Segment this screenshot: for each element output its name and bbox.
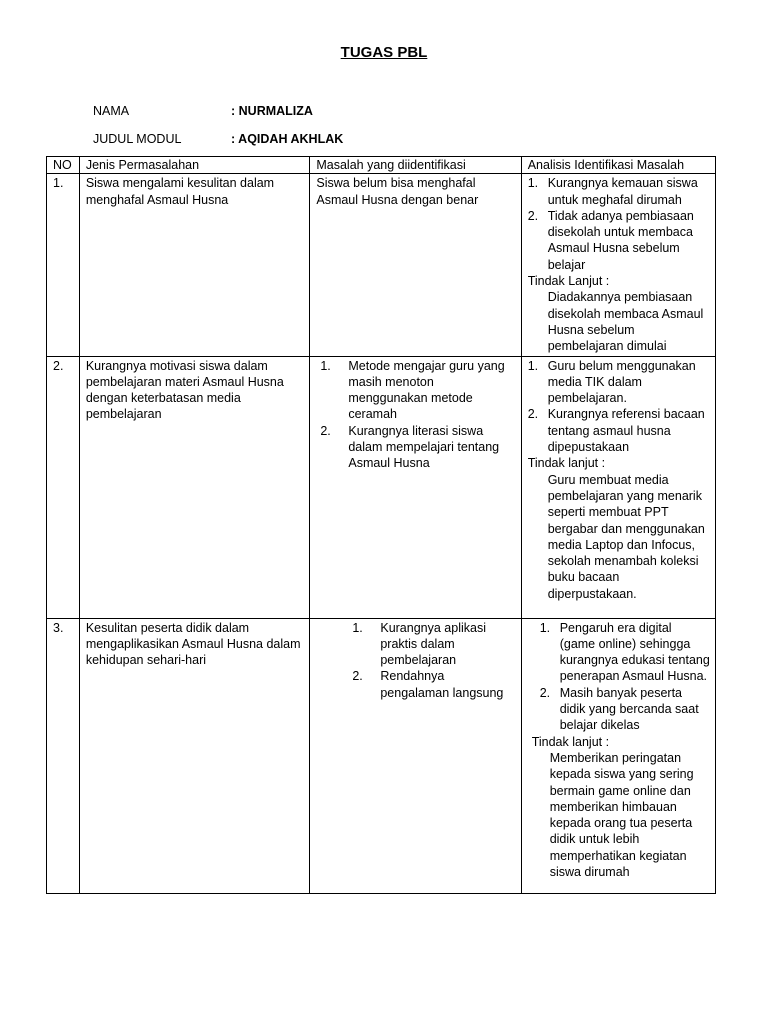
document-title: TUGAS PBL bbox=[340, 44, 428, 61]
list-number: 2. bbox=[352, 669, 363, 684]
table-row bbox=[47, 174, 716, 356]
list-item bbox=[528, 208, 710, 273]
list-text: Guru belum menggunakan media TIK dalam pembelajaran. bbox=[547, 358, 696, 406]
list-number: 1. bbox=[527, 358, 539, 373]
row-number: 1. bbox=[47, 174, 80, 356]
list-number: 2. bbox=[527, 407, 539, 422]
list-text: Kurangnya referensi bacaan tentang asmaul husna dipepustakaan bbox=[547, 407, 705, 455]
table-header-row bbox=[47, 157, 716, 174]
tindak-lanjut-label: Tindak lanjut : bbox=[527, 456, 606, 471]
cell-analisis bbox=[521, 618, 715, 893]
meta-label-nama: NAMA bbox=[93, 104, 130, 118]
list-text: Tidak adanya pembiasaan disekolah untuk membaca Asmaul Husna sebelum belajar bbox=[547, 208, 694, 272]
list-text: Pengaruh era digital (game online) sehingga kurangnya edukasi tentang penerapan Asmaul Husna. bbox=[559, 620, 710, 684]
table-row bbox=[47, 356, 716, 618]
list-item bbox=[528, 358, 710, 407]
list-number: 1. bbox=[539, 620, 551, 635]
list-number: 2. bbox=[527, 208, 539, 223]
list-number: 2. bbox=[320, 423, 331, 438]
list-text: Masih banyak peserta didik yang bercanda saat belajar dikelas bbox=[559, 685, 699, 733]
cell-masalah-diidentifikasi: Siswa belum bisa menghafal Asmaul Husna dengan benar bbox=[310, 174, 521, 356]
meta-row-nama bbox=[93, 104, 313, 118]
list-text: Kurangnya aplikasi praktis dalam pembelajaran bbox=[380, 620, 486, 668]
cell-analisis bbox=[521, 356, 715, 618]
list-number: 1. bbox=[527, 176, 539, 191]
cell-masalah-diidentifikasi bbox=[310, 618, 521, 893]
tindak-lanjut-text: Diadakannya pembiasaan disekolah membaca Asmaul Husna sebelum pembelajaran dimulai bbox=[547, 290, 704, 354]
list-item bbox=[540, 620, 710, 685]
list-item bbox=[320, 423, 515, 472]
list-item bbox=[352, 668, 515, 701]
table-row bbox=[47, 618, 716, 893]
list-item bbox=[352, 620, 515, 669]
list-text: Metode mengajar guru yang masih menoton menggunakan metode ceramah bbox=[348, 358, 505, 422]
tindak-lanjut-text: Guru membuat media pembelajaran yang menarik seperti membuat PPT bergabar dan menggunakan media Laptop dan Infocus, sekolah menambah koleksi buku bacaan diperpustakaan. bbox=[547, 472, 705, 601]
row-number: 3. bbox=[47, 618, 80, 893]
list-item bbox=[528, 406, 710, 455]
meta-row-judul-modul bbox=[93, 132, 343, 146]
list-number: 1. bbox=[320, 358, 331, 373]
list-item bbox=[320, 358, 515, 423]
analisis-list bbox=[528, 175, 710, 273]
tindak-lanjut-label: Tindak Lanjut : bbox=[527, 274, 610, 289]
row-number: 2. bbox=[47, 356, 80, 618]
meta-label-judul-modul: JUDUL MODUL bbox=[93, 132, 182, 146]
cell-jenis-permasalahan: Kurangnya motivasi siswa dalam pembelajaran materi Asmaul Husna dengan keterbatasan media pembelajaran bbox=[79, 356, 310, 618]
analisis-list bbox=[528, 358, 710, 456]
header-analisis-identifikasi: Analisis Identifikasi Masalah bbox=[521, 157, 715, 174]
list-number: 1. bbox=[352, 620, 363, 635]
meta-value-nama: : NURMALIZA bbox=[231, 104, 313, 118]
list-text: Kurangnya kemauan siswa untuk meghafal dirumah bbox=[547, 176, 698, 207]
masalah-list bbox=[352, 620, 515, 701]
cell-jenis-permasalahan: Kesulitan peserta didik dalam mengaplikasikan Asmaul Husna dalam kehidupan sehari-hari bbox=[79, 618, 310, 893]
cell-analisis bbox=[521, 174, 715, 356]
meta-value-judul-modul: : AQIDAH AKHLAK bbox=[231, 132, 344, 146]
header-masalah-diidentifikasi: Masalah yang diidentifikasi bbox=[310, 157, 521, 174]
list-number: 2. bbox=[539, 685, 551, 700]
pbl-table bbox=[46, 156, 716, 894]
list-item bbox=[528, 175, 710, 208]
header-no: NO bbox=[47, 157, 80, 174]
analisis-list bbox=[532, 620, 710, 734]
tindak-lanjut-label: Tindak lanjut : bbox=[531, 734, 610, 749]
cell-jenis-permasalahan: Siswa mengalami kesulitan dalam menghafal Asmaul Husna bbox=[79, 174, 310, 356]
tindak-lanjut-text: Memberikan peringatan kepada siswa yang sering bermain game online dan memberikan himbauan kepada orang tua peserta didik untuk lebih memperhatikan kegiatan siswa dirumah bbox=[549, 750, 694, 880]
masalah-list bbox=[320, 358, 515, 472]
list-item bbox=[540, 685, 710, 734]
cell-masalah-diidentifikasi bbox=[310, 356, 521, 618]
list-text: Kurangnya literasi siswa dalam mempelajari tentang Asmaul Husna bbox=[348, 423, 500, 471]
list-text: Rendahnya pengalaman langsung bbox=[380, 669, 504, 700]
header-jenis-permasalahan: Jenis Permasalahan bbox=[79, 157, 310, 174]
